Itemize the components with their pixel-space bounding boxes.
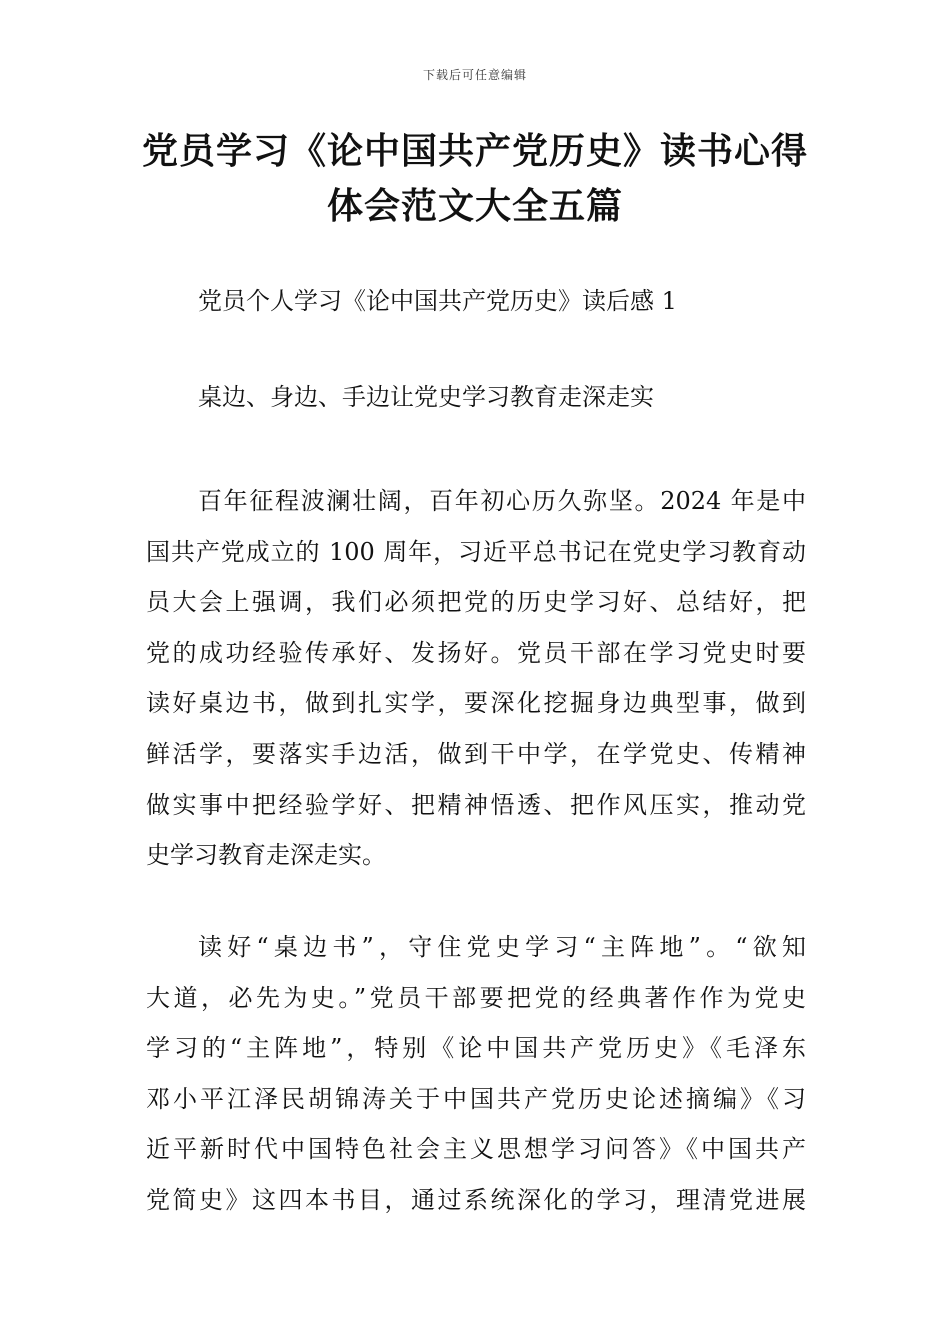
title-line-1: 党员学习《论中国共产党历史》读书心得 [141, 131, 808, 172]
paragraph-line: 读好“桌边书”，守住党史学习“主阵地”。“欲知 [198, 933, 806, 961]
subheading: 桌边、身边、手边让党史学习教育走深走实 [198, 383, 654, 411]
paragraph-line: 邓小平江泽民胡锦涛关于中国共产党历史论述摘编》《习 [146, 1084, 806, 1113]
header-note: 下载后可任意编辑 [422, 68, 527, 82]
paragraph-line: 近平新时代中国特色社会主义思想学习问答》《中国共产 [146, 1135, 806, 1164]
paragraph-line: 员大会上强调，我们必须把党的历史学习好、总结好，把 [146, 588, 806, 617]
paragraph-1 [146, 476, 806, 881]
paragraph-line: 史学习教育走深走实。 [146, 841, 386, 870]
paragraph-line: 百年征程波澜壮阔，百年初心历久弥坚。2024 年是中 [198, 487, 806, 515]
paragraph-line: 学习的“主阵地”，特别《论中国共产党历史》《毛泽东 [146, 1034, 806, 1063]
paragraph-line: 党的成功经验传承好、发扬好。党员干部在学习党史时要 [146, 638, 806, 667]
paragraph-line: 做实事中把经验学好、把精神悟透、把作风压实，推动党 [146, 790, 806, 819]
title-line-2: 体会范文大全五篇 [326, 186, 623, 227]
document-title [130, 124, 820, 234]
paragraph-line: 大道，必先为史。”党员干部要把党的经典著作作为党史 [146, 983, 806, 1012]
paragraph-line: 党简史》这四本书目，通过系统深化的学习，理清党进展 [146, 1185, 806, 1214]
paragraph-line: 鲜活学，要落实手边活，做到干中学，在学党史、传精神 [146, 739, 806, 768]
section-heading: 党员个人学习《论中国共产党历史》读后感 1 [198, 287, 677, 315]
paragraph-2 [146, 922, 806, 1226]
paragraph-line: 读好桌边书，做到扎实学，要深化挖掘身边典型事，做到 [146, 689, 806, 718]
paragraph-line: 国共产党成立的 100 周年，习近平总书记在党史学习教育动 [146, 537, 806, 566]
